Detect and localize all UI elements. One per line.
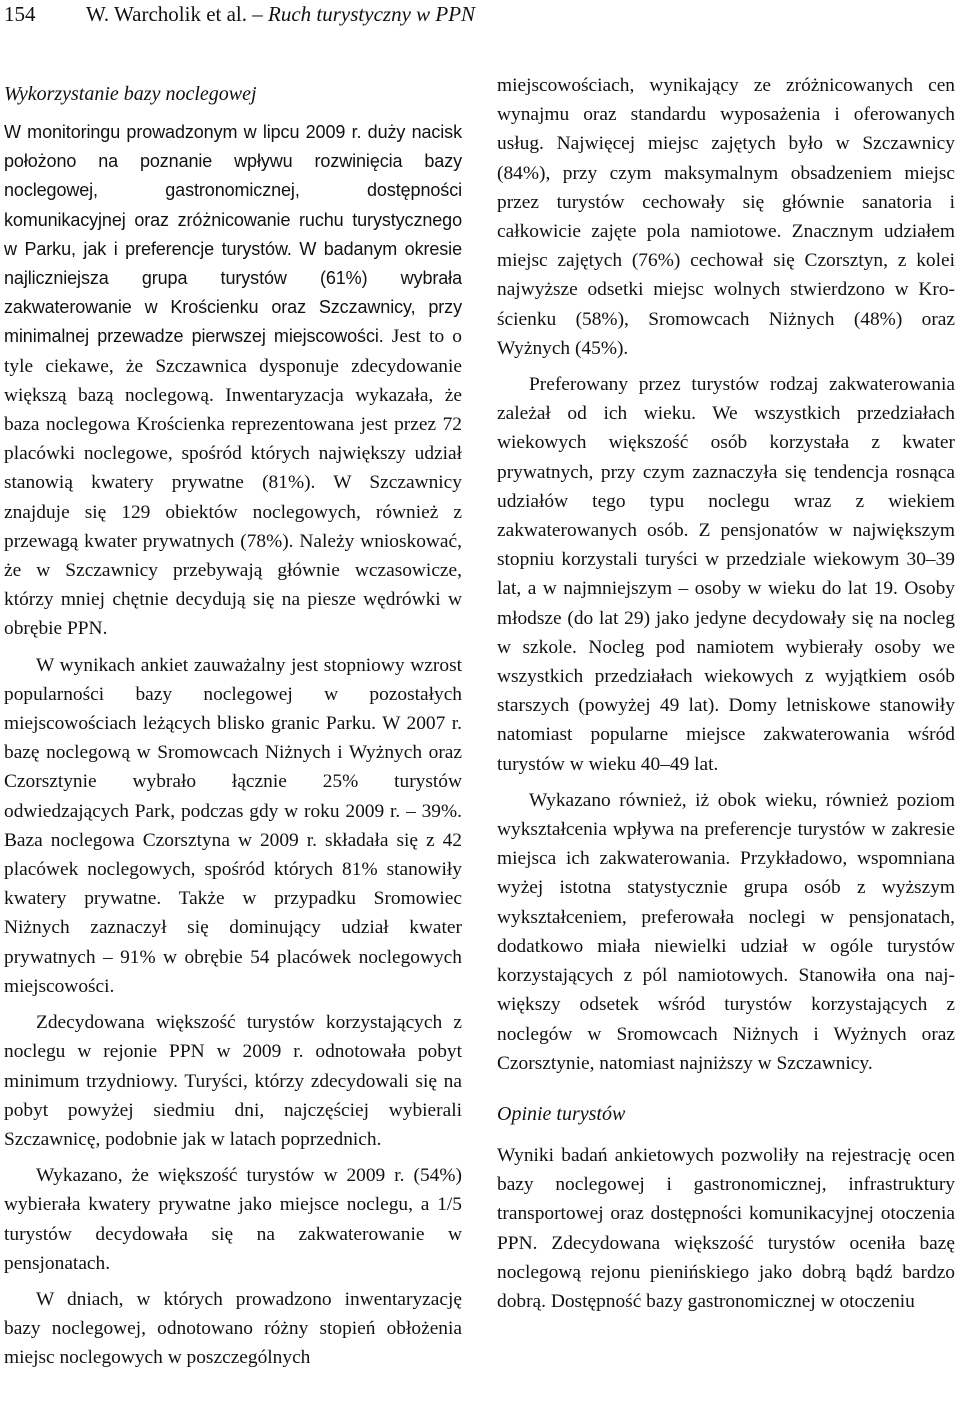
running-head-separator: – [247, 2, 269, 26]
left-paragraph-1 [4, 118, 462, 644]
left-paragraph-1-sans-part: W monitoringu prowadzonym w lipcu 2009 r. duży nacisk położono na poznanie wpływu rozwinięcia bazy noclegowej, gastronomicznej, dostępności komunikacyjnej oraz zróżnicowanie ruchu turystycznego w Parku, jak i preferencje turystów. W badanym okresie najliczniejsza grupa turystów (61%) wybrała zakwaterowanie w Krościenku oraz Szczawnicy, przy minimalnej przewadze pierwszej miejscowości. [4, 122, 462, 347]
running-head [4, 0, 475, 30]
left-paragraph-5: W dniach, w których prowadzono inwentaryzację bazy noclegowej, odnotowano różny stopień obłożenia miejsc noclegowych w poszczególnych [4, 1288, 462, 1369]
right-column [497, 71, 955, 1316]
left-column [4, 66, 462, 1373]
right-paragraph-2: Preferowany przez turystów rodzaj zakwaterowania zależał od ich wieku. We wszystkich przedziałach wiekowych większość osób korzystała z kwater prywatnych, przy czym zaznaczyła się tendencja rosnąca udziałów tego typu noclegu wraz z wiekiem zakwaterowanych osób. Z pensjonatów w największym stopniu korzystali turyści w przedziale wiekowym 30–39 lat, a w najmniejszym – osoby w wieku do lat 19. Osoby młodsze (do lat 29) jako jedyne decydowały się na nocleg w szkole. Nocleg pod namiotem wybierały osoby we wszystkich przedziałach wiekowych z wyjątkiem osób starszych (powyżej 49 lat). Domy letniskowe stanowiły natomiast popularne miejsce zakwaterowania wśród turystów w wieku 40–49 lat. [497, 374, 955, 775]
right-paragraph-1: miejscowościach, wynikający ze zróżnicowanych cen wynajmu oraz standardu wyposażenia i oferowanych usług. Najwięcej miejsc zajętych było w Szczawnicy (84%), przy czym maksymalnym obsadzeniem miejsc przez turystów cechowały się głównie sanatoria i całkowicie zajęte pola namiotowe. Znacznym udziałem miejsc zajętych (76%) cechował się Czorsztyn, z kolei najwyższe odsetki miejsc wolnych stwierdzono w Krościenku (58%), Sromowcach Niżnych (48%) oraz Wyżnych (45%). [497, 75, 955, 359]
left-paragraph-3: Zdecydowana większość turystów korzystających z noclegu w rejonie PPN w 2009 r. odnotowała pobyt minimum trzydniowy. Turyści, którzy zdecydowali się na pobyt powyżej siedmiu dni, najczęściej wybierali Szczawnicę, podobnie jak w latach poprzednich. [4, 1012, 462, 1150]
section-heading-opinions: Opinie turystów [497, 1102, 626, 1125]
page-number: 154 [4, 2, 36, 26]
left-paragraph-4: Wykazano, że większość turystów w 2009 r. (54%) wybierała kwatery prywatne jako miejsce noclegu, a 1/5 turystów decydowała się na zakwaterowanie w pensjonatach. [4, 1165, 462, 1274]
right-paragraph-4: Wyniki badań ankietowych pozwoliły na rejestrację ocen bazy noclegowej i gastronomicznej, infrastruktury transportowej oraz dostępności komunikacyjnej otoczenia PPN. Zdecydowana większość turystów oceniła bazę noclegową rejonu pienińskiego jako dobrą bądź bardzo dobrą. Dostępność bazy gastronomicznej w otoczeniu [497, 1144, 955, 1312]
running-head-authors: W. Warcholik et al. [86, 2, 248, 26]
left-paragraph-1-serif-part: Jest to o tyle ciekawe, że Szczawnica dysponuje zdecydowanie większą bazą noclegową. Inwentaryzacja wykazała, że baza noclegowa Krościenka reprezentowana jest przez 72 placówki noclegowe, spośród których największy udział stanowią kwatery prywatne (81%). W Szczawnicy znajduje się 129 obiektów noclegowych, również z przewagą kwater prywatnych (78%). Należy wnioskować, że w Szczawnicy przebywają głównie wczasowicze, którzy mniej chętnie decydują się na piesze wędrówki w obrębie PPN. [4, 326, 462, 640]
left-paragraph-2: W wynikach ankiet zauważalny jest stopniowy wzrost popularności bazy noclegowej w pozostałych miejscowościach leżących blisko granic Parku. W 2007 r. bazę noclegową w Sromowcach Niżnych i Wyżnych oraz Czorsztynie wybrało łącznie 25% turystów odwiedzających Park, podczas gdy w roku 2009 r. – 39%. Baza noclegowa Czorsztyna w 2009 r. składała się z 42 placówek noclegowych, spośród których 81% stanowiły kwatery prywatne. Także w przypadku Sromowiec Niżnych zaznaczył się dominujący udział kwater prywatnych – 91% w obrębie 54 placówek noclegowych miejscowości. [4, 654, 462, 997]
section-heading-accommodation: Wykorzystanie bazy noclegowej [4, 83, 257, 105]
running-head-title: Ruch turystyczny w PPN [268, 2, 476, 26]
right-paragraph-3: Wykazano również, iż obok wieku, również poziom wykształcenia wpływa na preferencje turystów w zakresie miejsca ich zakwaterowania. Przykładowo, wspomniana wyżej istotna statystycznie grupa osób z wyższym wykształceniem, preferowała noclegi w pensjonatach, dodatkowo miała niewielki udział w ogóle turystów korzystających z pól namiotowych. Stanowiła ona największy odsetek wśród turystów korzystających z noclegów w Sromowcach Niżnych i Wyżnych oraz Czorsztynie, natomiast najniższy w Szczawnicy. [497, 789, 955, 1074]
